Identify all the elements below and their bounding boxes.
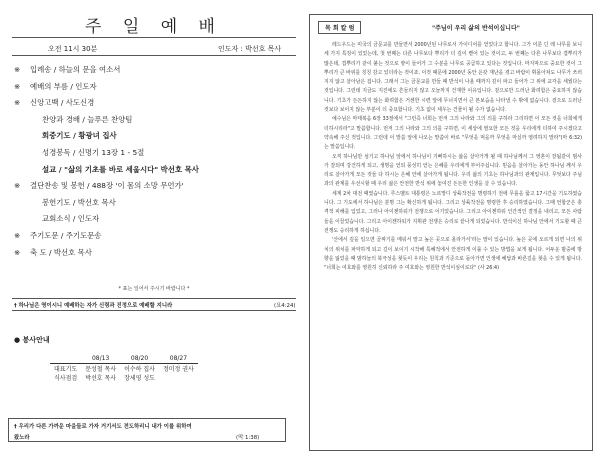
table-row — [50, 364, 198, 374]
standing-mark: ※ — [14, 65, 21, 74]
order-item-text: 결단찬송 및 봉헌 / 488장 '이 몸의 소망 무언가' — [30, 181, 184, 191]
duty-cell: 이수하 집사 — [124, 366, 155, 373]
standing-mark: ※ — [14, 98, 21, 108]
column-label: 목 회 칼 럼 — [318, 21, 361, 34]
order-item-text: 축 도 / 박선호 목사 — [30, 247, 92, 257]
order-item-text: 회중기도 / 황광녀 집사 — [42, 131, 117, 141]
duty-cell: 문성철 목사 — [85, 366, 117, 373]
order-item — [8, 162, 300, 179]
order-item — [8, 178, 300, 195]
order-item — [8, 128, 300, 145]
order-item-text: 설교 / "삶의 기초를 바로 세웁시다" 박선호 목사 — [42, 164, 199, 174]
table-row — [50, 373, 198, 382]
column-paragraph: 예수님은 마태복음 6장 33절에서 "그런즉 너희는 먼저 그의 나라와 그의 의를 구하라 그리하면 이 모든 것을 너희에게 더하시리라"고 말씀합니다. 먼저 그의 나라와 그의 의를 구하면, 이 세상에 필요한 모든 것을 우리에게 더하여 주시겠다고 약속해 주신 것입니다. 그런데 이 말씀 앞에 나오는 말씀이 바로 "무엇을 먹을까 무엇을 마실까 염려하지 말라"(마 6:32)는 말씀입니다. — [324, 116, 582, 151]
column-article — [324, 41, 582, 273]
duty-cell: 정미정 권사 — [162, 366, 194, 373]
order-item — [8, 145, 300, 162]
duty-header-date: 08/20 — [120, 354, 159, 364]
duty-table — [50, 354, 198, 382]
order-item — [8, 228, 300, 245]
order-item-text: 교회소식 / 인도자 — [42, 214, 100, 224]
divider — [12, 55, 296, 56]
worship-section — [8, 10, 300, 460]
column-paragraph: '산에서 깊을 일으면 골짜기를 메워서 말고 높은 곳으로 올라가서'라는 말이 있습니다. 높은 곳에 오르게 되면 나의 위치의 위치를 파악하게 되고 길이 보이기 시작해 특혜적에서 안전하게 이룰 수 있는 방법을 보게 됩니다. 어두운 밤중에 방향을 잃었을 때 밤하늘의 북극성을 찾듯이 우리는 원칙과 기준으로 돌아가면 인생에 해답과 바른길을 찾을 수 있게 됩니다. "너희는 여호와를 영원히 신뢰하라 주 여호와는 영원한 반석이심이로다" (사 26:4) — [324, 237, 582, 272]
order-item-text: 봉헌기도 / 박선호 목사 — [42, 197, 116, 207]
column-paragraph: 레드우드는 미국의 금문교를 만들면서 2000년된 나무로서 가이디어를 얻었다고 합니다. 그가 이룬 딘 레 나무를 보니 세 가지 특징이 있었는데, 첫 번째는 다른 나무보다 뿌리가 더 깊이 뻗어 있는 것이고, 두 번째는 다른 나무보다 겹뿌리가 많은데, 겹뿌리가 같이 붙는 것으로 땅이 들어가 그 수분을 나무로 공급하고 있다는 것입니다. 마지막으로 중요한 것이 그 뿌리가 큰 바위를 칭칭 감고 있더라는 것이죠. 이것 때문에 2000년 동안 온갖 재난을 겪고 바람이 휘몰아쳐도 나무가 쓰러지지 않고 살아남은 겁니다. 그래서 그는 금문교를 만들 때 반석이 나올 때까지 깊이 파고 들어가 그 위에 교각을 세웠다는 것입니다. 그런데 지금도 지진에도 흔들리지 않고 오늘까지 건재한 이유입니다. 겉으로만 드러난 화려함은 중요하지 않습니다. 기초가 든든하지 않는 화려함은 거센한 시련 앞에 무너지면서 큰 본보습을 나타낼 수 밖에 없습니다. 겉으로 드러난 것보다 보이지 않는 부분이 더 중요합니다. 기초 없이 세우는 건물이 될 수가 없습니다. — [324, 42, 582, 114]
standing-mark: ※ — [14, 81, 21, 91]
standing-note: * 표는 일어서 주시기 바랍니다 * — [118, 286, 190, 292]
order-item-text: 입례송 / 하늘의 문을 여소서 — [30, 65, 121, 74]
order-item — [8, 62, 300, 79]
standing-mark: ※ — [14, 247, 21, 257]
duty-row-label: 대표기도 — [54, 366, 78, 373]
order-of-service — [8, 62, 300, 261]
duty-heading: ● 봉사안내 — [14, 336, 50, 344]
order-item-text: 예배의 부름 / 인도자 — [30, 81, 97, 91]
standing-mark: ※ — [14, 230, 21, 240]
order-item-text: 찬양과 경배 / 늘푸른 찬양팀 — [42, 114, 133, 124]
order-item-text: 주기도문 / 주기도문송 — [30, 230, 102, 240]
divider — [12, 298, 296, 299]
duty-header-blank — [50, 354, 81, 364]
verse-line — [14, 301, 296, 309]
duty-cell: 장세영 성도 — [124, 375, 155, 382]
column-paragraph: 세계 2차 대전 때였습니다. 루스벨트 대통령은 노르망디 상륙작전을 명령하기 전에 무릎을 꿇고 17시간을 기도하였습니다. 그 기도에서 하나님은 분명 그는 확신하게 됩니다. 그리고 상륙작전을 명령한 후 승리하였습니다. 그때 언합군은 충격적 피해를 입었고, 그러나 아이젠하워가 전쟁으로 이기었습니다. 그리고 아이젠하워 인간적인 결정을 내리고, 모든 사람들을 이끌었습니다. 그리고 아이젠하워가 지휘관 전쟁은 승리로 끝나게 되었습니다. 반석이신 하나님 안에서 기도할 때 큰 전쟁도 승리하게 하십니다. — [324, 190, 582, 234]
scripture-line-2-row — [14, 433, 280, 441]
verse-text: † 하나님은 영이시니 예배하는 자가 신령과 진정으로 예배할 지니라 — [14, 303, 173, 309]
order-item — [8, 245, 300, 262]
worship-title: 주 일 예 배 — [85, 17, 223, 37]
order-item — [8, 195, 300, 212]
scripture-line-1: † 우리가 다른 가까운 마을들로 가자 거기서도 전도하리니 내가 이를 위하여 — [14, 424, 192, 430]
duty-header-date: 08/27 — [159, 354, 198, 364]
pastor-column — [309, 14, 593, 451]
order-item-text: 신앙고백 / 사도신경 — [30, 98, 95, 108]
scripture-box — [8, 418, 286, 442]
order-item — [8, 112, 300, 129]
duty-cell — [159, 373, 198, 382]
column-title: "주님이 우리 삶의 반석이십니다" — [432, 25, 520, 32]
divider — [12, 37, 296, 38]
order-item — [8, 79, 300, 96]
column-paragraph: 오직 하나님만 섬기고 하나님 앞에서 하나님이 기뻐하시는 삶을 살아가게 될 때 하나님께서 그 영혼이 잘됨같이 범사가 잘되며 강건하게 되고, 생명을 얻되 풍성히 얻는 은혜를 우리에게 부어주십니다. 믿음을 살아가는 동안 하나님 께서 우리로 살아가게 모든 것들 다 하시는 은혜 안에 살아가게 됩니다. 우리 삶의 기초는 하나님과의 관계입니다. 무엇보다 주님과의 관계를 우선시할 때 우리 삶은 안전한 반석 위에 놓여진 든든한 인생을 살 수 있습니다. — [324, 153, 582, 188]
worship-leader: 인도자 : 박선호 목사 — [218, 45, 282, 53]
scripture-reference: (막 1:38) — [236, 435, 260, 441]
order-item — [8, 95, 300, 112]
duty-header-date: 08/13 — [81, 354, 120, 364]
standing-mark: ※ — [14, 181, 21, 191]
order-item-text: 성경봉독 / 신명기 13장 1 - 5절 — [42, 147, 145, 157]
scripture-line-2: 왔노라 — [14, 435, 30, 441]
order-item — [8, 211, 300, 228]
worship-time: 오전 11시 30분 — [48, 45, 98, 53]
duty-cell: 박선호 목사 — [85, 375, 117, 382]
duty-row-label: 식사점검 — [54, 375, 78, 382]
verse-reference: (요4:24) — [274, 303, 296, 309]
divider — [12, 310, 296, 311]
